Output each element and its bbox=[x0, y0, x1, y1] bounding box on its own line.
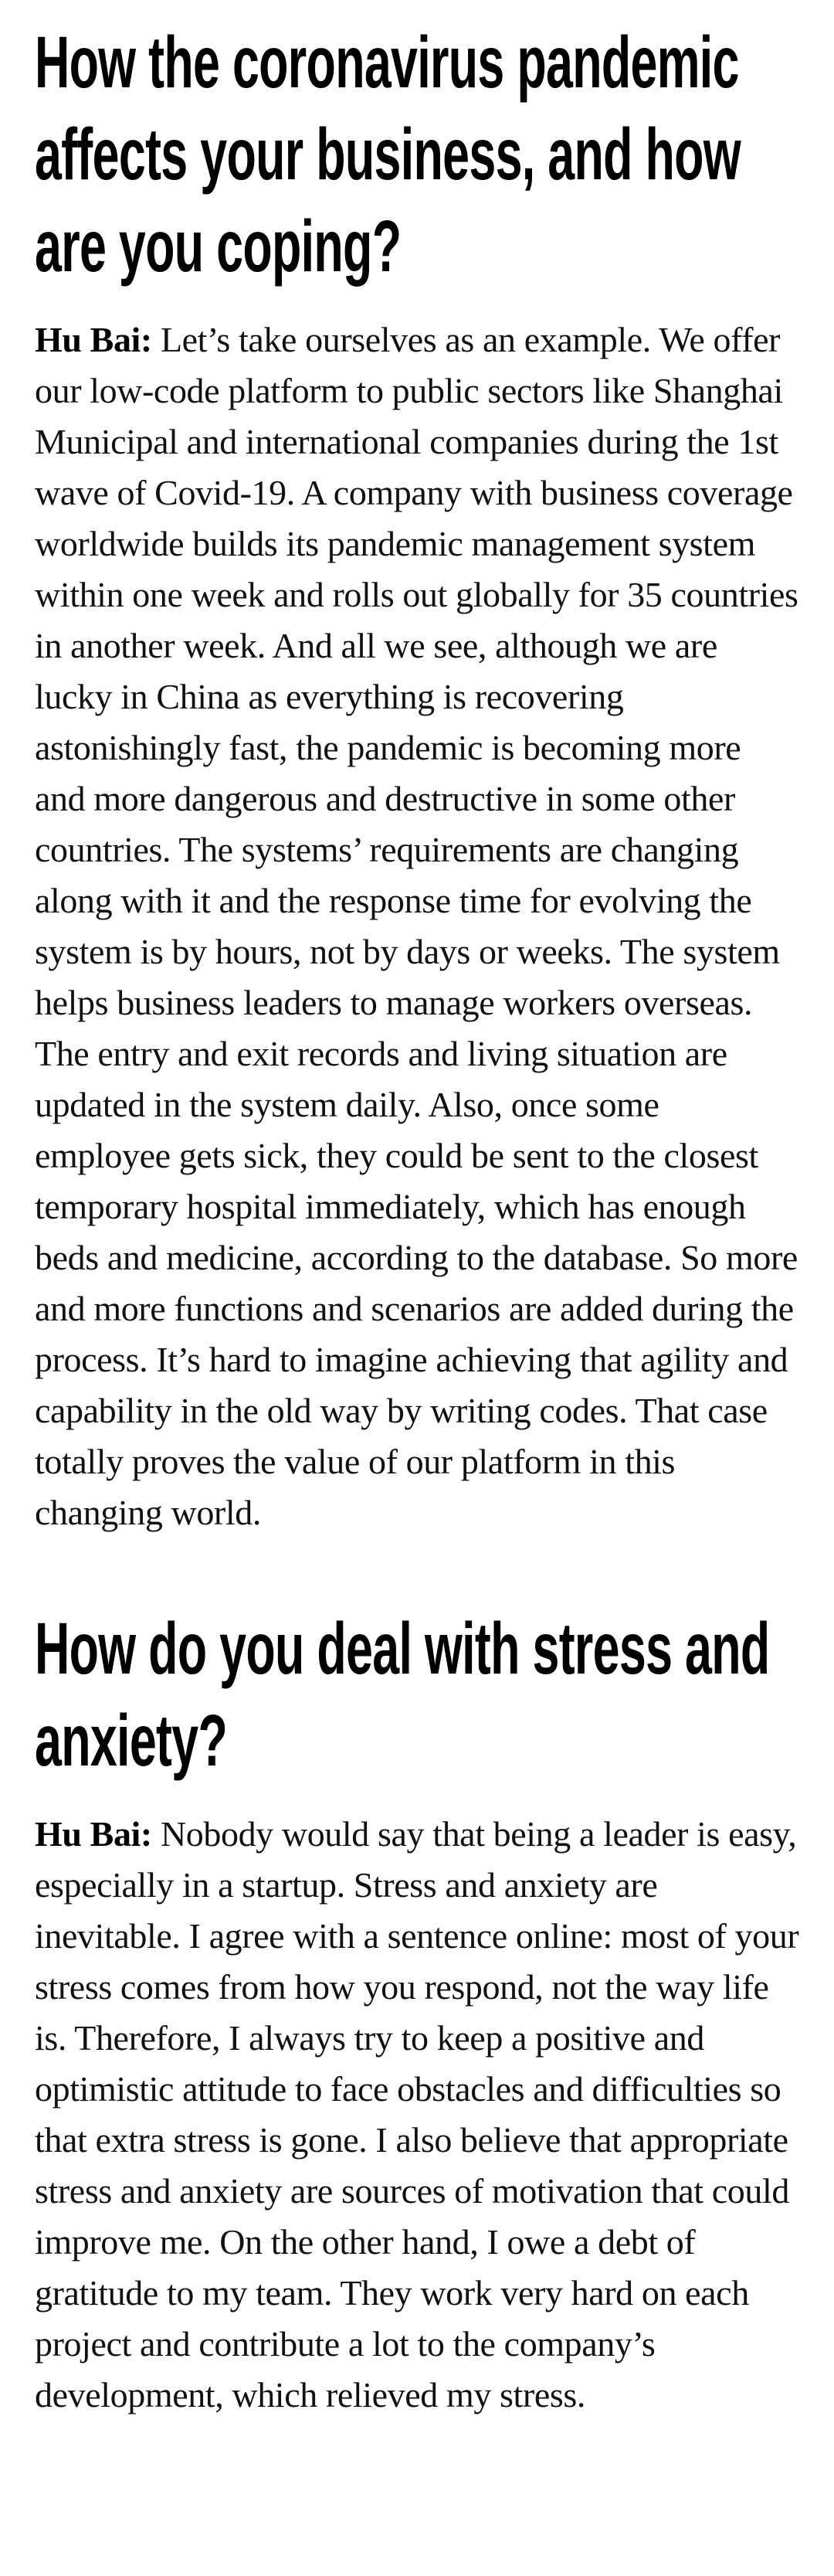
heading-line: affects your business, and how bbox=[35, 114, 741, 195]
question-heading-stress bbox=[35, 1603, 799, 1787]
answer-text: Nobody would say that being a leader is easy, especially in a startup. Stress and anxiety are inevitable. I agree with a sentence online: most of your stress comes from how you respond, not the way life is. Therefore, I always try to keep a positive and optimistic attitude to face obstacles and difficulties so that extra stress is gone. I also believe that appropriate stress and anxiety are sources of motivation that could improve me. On the other hand, I owe a debt of gratitude to my team. They work very hard on each project and contribute a lot to the company’s development, which relieved my stress. bbox=[35, 1814, 799, 2415]
speaker-name: Hu Bai: bbox=[35, 320, 152, 359]
speaker-name: Hu Bai: bbox=[35, 1814, 152, 1854]
answer-paragraph-coronavirus bbox=[35, 314, 799, 1538]
heading-line: How do you deal with stress and bbox=[35, 1608, 770, 1690]
heading-line: anxiety? bbox=[35, 1700, 228, 1782]
heading-line: How the coronavirus pandemic bbox=[35, 22, 739, 104]
heading-line: are you coping? bbox=[35, 206, 402, 287]
answer-paragraph-stress bbox=[35, 1809, 799, 2421]
answer-text: Let’s take ourselves as an example. We offer our low-code platform to public sectors like Shanghai Municipal and international companies during the 1st wave of Covid-19. A company with business coverage worldwide builds its pandemic management system within one week and rolls out globally for 35 countries in another week. And all we see, although we are lucky in China as everything is recovering astonishingly fast, the pandemic is becoming more and more dangerous and destructive in some other countries. The systems’ requirements are changing along with it and the response time for evolving the system is by hours, not by days or weeks. The system helps business leaders to manage workers overseas. The entry and exit records and living situation are updated in the system daily. Also, once some employee gets sick, they could be sent to the closest temporary hospital immediately, which has enough beds and medicine, according to the database. So more and more functions and scenarios are added during the process. It’s hard to imagine achieving that agility and capability in the old way by writing codes. That case totally proves the value of our platform in this changing world. bbox=[35, 320, 798, 1532]
interview-article bbox=[35, 17, 799, 2421]
question-heading-coronavirus bbox=[35, 17, 799, 293]
